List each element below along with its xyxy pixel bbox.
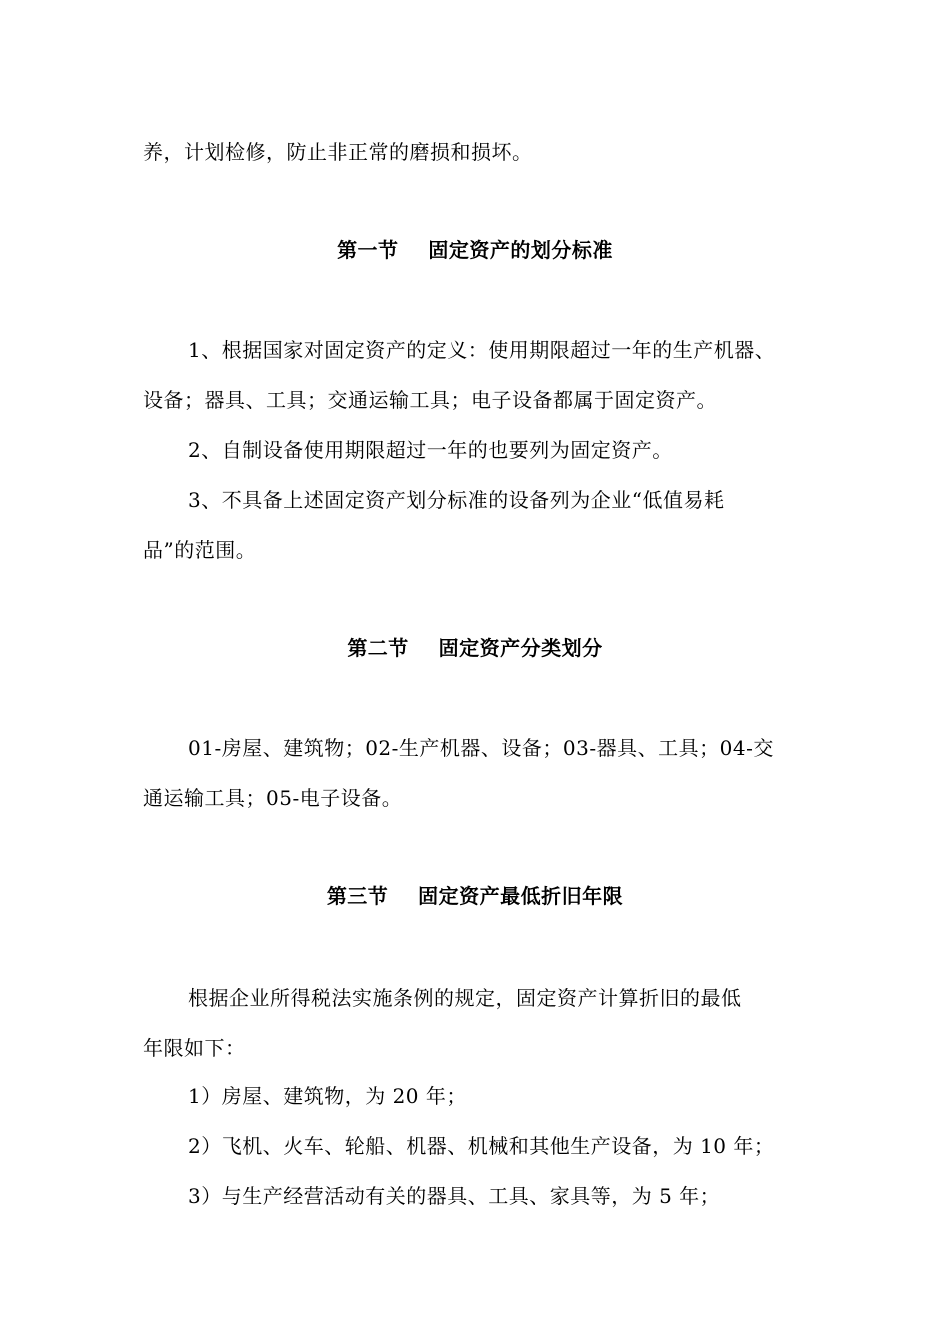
intro-continuation-text: 养，计划检修，防止非正常的磨损和损坏。 (143, 140, 533, 164)
section3-para-line1: 根据企业所得税法实施条例的规定，固定资产计算折旧的最低 (188, 986, 742, 1010)
section2-para-line1: 01-房屋、建筑物；02-生产机器、设备；03-器具、工具；04-交 (188, 736, 774, 760)
section2-para-line2: 通运输工具；05-电子设备。 (143, 786, 403, 810)
section3-heading: 第三节 固定资产最低折旧年限 (326, 884, 624, 908)
section3-item1: 1）房屋、建筑物，为 20 年； (188, 1084, 467, 1108)
section1-heading: 第一节 固定资产的划分标准 (337, 238, 613, 262)
section1-item3-line2: 品”的范围。 (143, 538, 257, 562)
section3-item3: 3）与生产经营活动有关的器具、工具、家具等，为 5 年； (188, 1184, 721, 1208)
section3-item2: 2）飞机、火车、轮船、机器、机械和其他生产设备，为 10 年； (188, 1134, 775, 1158)
section1-item3-line1: 3、不具备上述固定资产划分标准的设备列为企业“低值易耗 (188, 488, 725, 512)
section1-item2: 2、自制设备使用期限超过一年的也要列为固定资产。 (188, 438, 673, 462)
section1-item1-line2: 设备；器具、工具；交通运输工具；电子设备都属于固定资产。 (143, 388, 717, 412)
section1-item1-line1: 1、根据国家对固定资产的定义：使用期限超过一年的生产机器、 (188, 338, 776, 362)
section3-para-line2: 年限如下： (143, 1036, 246, 1060)
section2-heading: 第二节 固定资产分类划分 (347, 636, 603, 660)
